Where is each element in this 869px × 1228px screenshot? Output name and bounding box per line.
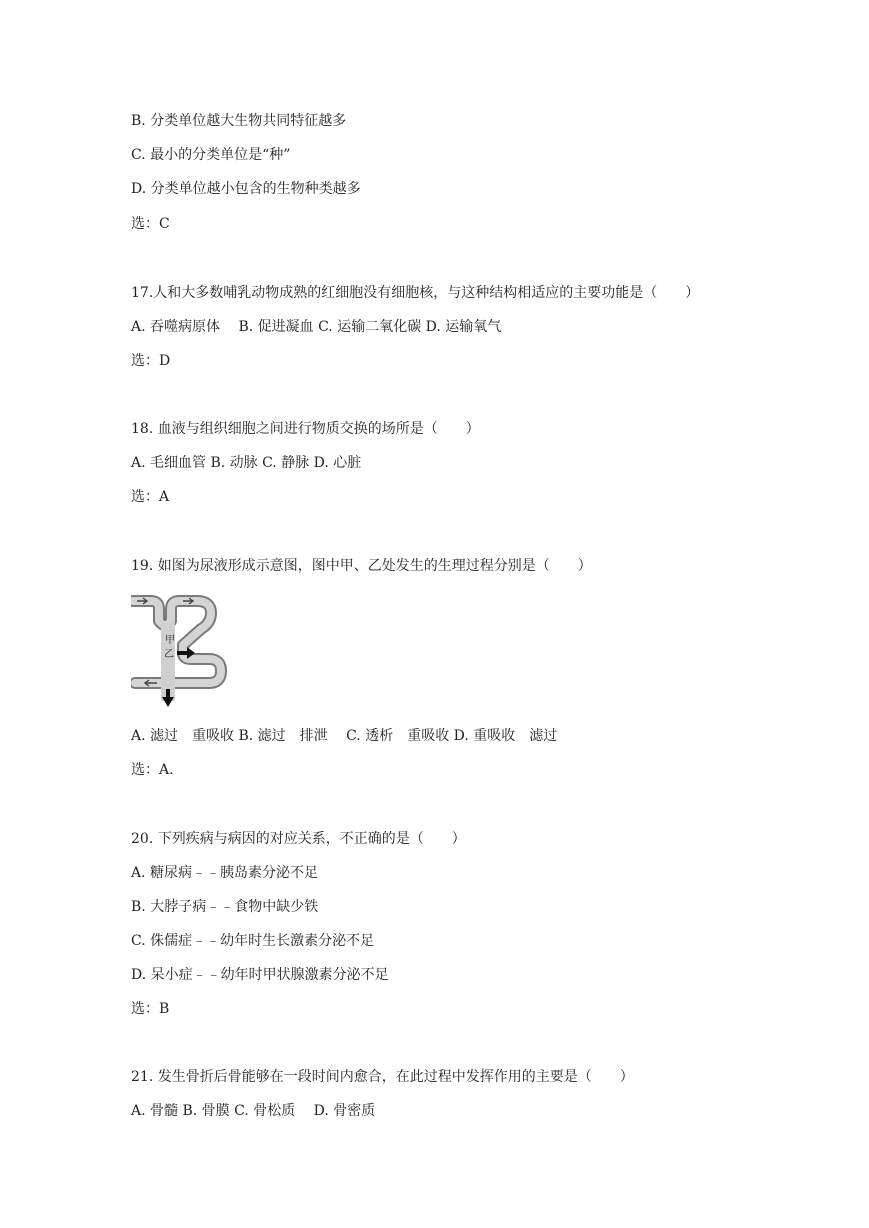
q19-answer: 选：A.: [131, 762, 174, 778]
q20-option-b: B. 大脖子病﹣﹣食物中缺少铁: [131, 899, 319, 915]
q18-stem: 18. 血液与组织细胞之间进行物质交换的场所是（ ）: [131, 421, 480, 437]
q20-option-a: A. 糖尿病﹣﹣胰岛素分泌不足: [131, 865, 319, 881]
q16-option-c: C. 最小的分类单位是“种”: [131, 147, 291, 163]
q17-answer: 选：D: [131, 353, 171, 369]
nephron-diagram-svg: [131, 593, 227, 711]
q16-answer: 选：C: [131, 216, 170, 232]
q19-stem: 19. 如图为尿液形成示意图，图中甲、乙处发生的生理过程分别是（ ）: [131, 558, 592, 574]
q16-option-d: D. 分类单位越小包含的生物种类越多: [131, 181, 361, 197]
q17-stem: 17.人和大多数哺乳动物成熟的红细胞没有细胞核，与这种结构相适应的主要功能是（ ）: [131, 285, 700, 301]
q21-stem: 21. 发生骨折后骨能够在一段时间内愈合，在此过程中发挥作用的主要是（ ）: [131, 1069, 634, 1085]
q18-options: A. 毛细血管 B. 动脉 C. 静脉 D. 心脏: [131, 455, 362, 471]
figure-label-yi: 乙: [164, 649, 174, 660]
nephron-diagram: [131, 593, 227, 711]
figure-label-jia: 甲: [165, 635, 175, 646]
q20-stem: 20. 下列疾病与病因的对应关系，不正确的是（ ）: [131, 831, 466, 847]
q20-answer: 选：B: [131, 1001, 170, 1017]
q20-option-c: C. 侏儒症﹣﹣幼年时生长激素分泌不足: [131, 933, 375, 949]
q20-option-d: D. 呆小症﹣﹣幼年时甲状腺激素分泌不足: [131, 967, 389, 983]
q21-options: A. 骨髓 B. 骨膜 C. 骨松质 D. 骨密质: [131, 1103, 376, 1119]
q16-option-b: B. 分类单位越大生物共同特征越多: [131, 113, 347, 129]
q19-options: A. 滤过 重吸收 B. 滤过 排泄 C. 透析 重吸收 D. 重吸收 滤过: [131, 728, 558, 744]
q18-answer: 选：A: [131, 489, 170, 505]
q17-options: A. 吞噬病原体 B. 促进凝血 C. 运输二氧化碳 D. 运输氧气: [131, 319, 502, 335]
